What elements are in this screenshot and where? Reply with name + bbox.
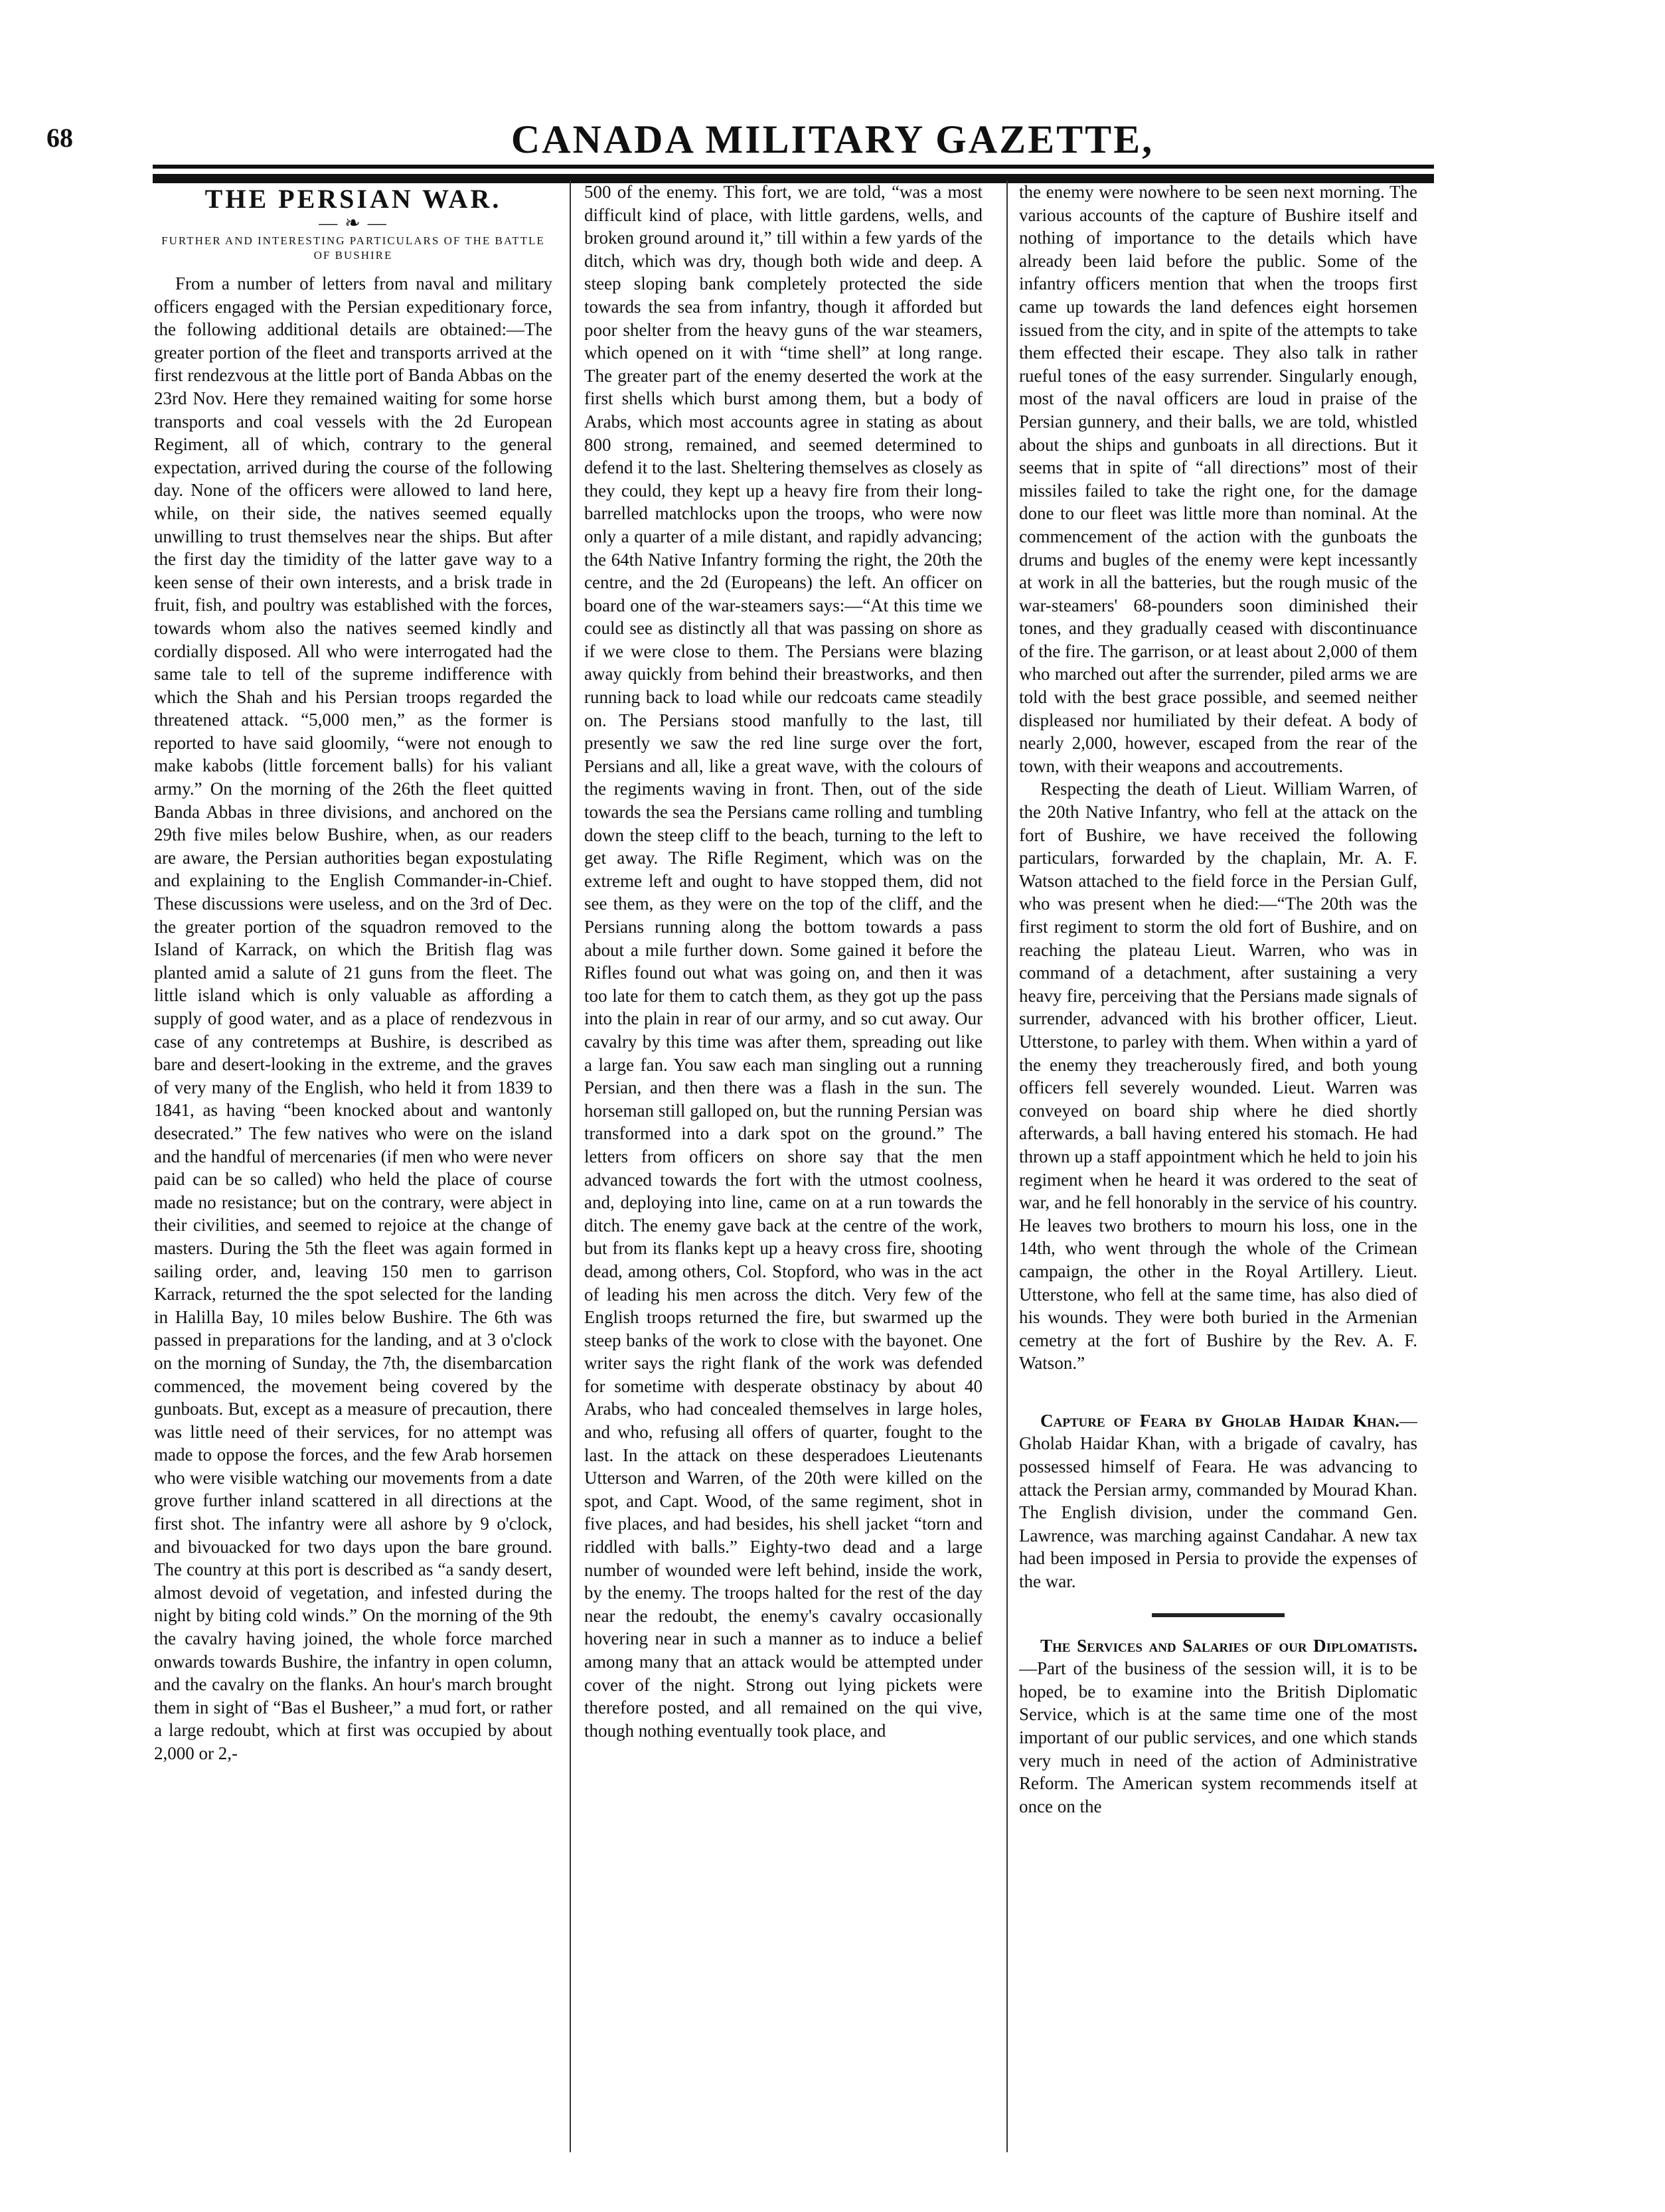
- notice-diplomatists: [1019, 1634, 1417, 1818]
- column-divider-1: [570, 181, 571, 2152]
- masthead: CANADA MILITARY GAZETTE,: [511, 118, 1154, 161]
- column-2: [584, 181, 983, 2159]
- article-title: THE PERSIAN WAR.: [204, 184, 502, 214]
- article-paragraph: From a number of letters from naval and military officers engaged with the Persian expeditionary force, the following additional details are obtained:—The greater portion of the fleet and transports arrived at the first rendezvous at the little port of Banda Abbas on the 23rd Nov. Here they remained waiting for some horse transports and coal vessels with the 2d European Regiment, all of which, contrary to the general expectation, arrived during the course of the following day. None of the officers were allowed to land here, while, on their side, the natives seemed equally unwilling to trust themselves near the ships. But after the first day the timidity of the latter gave way to a keen sense of their own interests, and a brisk trade in fruit, fish, and poultry was established with the forces, towards whom also the natives seemed kindly and cordially disposed. All who were interrogated had the same tale to tell of the supreme indifference with which the Shah and his Persian troops regarded the threatened attack. “5,000 men,” as the former is reported to have said gloomily, “were not enough to make kabobs (little forcement balls) for his valiant army.” On the morning of the 26th the fleet quitted Banda Abbas in three divisions, and anchored on the 29th five miles below Bushire, when, as our readers are aware, the Persian authorities began expostulating and explaining to the English Commander-in-Chief. These discussions were useless, and on the 3rd of Dec. the greater portion of the squadron removed to the Island of Karrack, on which the British flag was planted amid a salute of 21 guns from the fleet. The little island which is only valuable as affording a supply of good water, and as a place of rendezvous in case of any contretemps at Bushire, is described as bare and desert-looking in the extreme, and the graves of very many of the English, who held it from 1839 to 1841, as having “been knocked about and wantonly desecrated.” The few natives who were on the island and the handful of mercenaries (if men who were never paid can be so called) who held the place of course made no resistance; but on the contrary, were abject in their civilities, and seemed to rejoice at the change of masters. During the 5th the fleet was again formed in sailing order, and, leaving 150 men to garrison Karrack, returned the the spot selected for the landing in Halilla Bay, 10 miles below Bushire. The 6th was passed in preparations for the landing, and at 3 o'clock on the morning of Sunday, the 7th, the disembarcation commenced, the movement being covered by the gunboats. But, except as a measure of precaution, there was little need of their services, for no attempt was made to oppose the forces, and the few Arab horsemen who were visible watching our movements from a date grove further inland scattered in all directions at the first shot. The infantry were all ashore by 9 o'clock, and bivouacked for two days upon the bare ground. The country at this port is described as “a sandy desert, almost devoid of vegetation, and infested during the night by biting cold winds.” On the morning of the 9th the cavalry having joined, the whole force marched onwards towards Bushire, the infantry in open column, and the cavalry on the flanks. An hour's march brought them in sight of “Bas el Busheer,” a mud fort, or rather a large redoubt, which at first was occupied by about 2,000 or 2,-: [154, 274, 552, 1763]
- article-paragraph: Respecting the death of Lieut. William Warren, of the 20th Native Infantry, who fell at the attack on the fort of Bushire, we have received the following particulars, forwarded by the chaplain, Mr. A. F. Watson attached to the field force in the Persian Gulf, who was present when he died:—“The 20th was the first regiment to storm the old fort of Bushire, and on reaching the plateau Lieut. Warren, who was in command of a detachment, after sustaining a very heavy fire, perceiving that the Persians made signals of surrender, advanced with his brother officer, Lieut. Utterstone, to parley with them. When within a yard of the enemy they treacherously fired, and both young officers fell severely wounded. Lieut. Warren was conveyed on board ship where he died shortly afterwards, a ball having entered his stomach. He had thrown up a staff appointment which he held to join his regiment when he heard it was ordered to the seat of war, and he fell honorably in the service of his country. He leaves two brothers to mourn his loss, one in the 14th, who went through the whole of the Crimean campaign, the other in the Royal Artillery. Lieut. Utterstone, who fell at the same time, has also died of his wounds. They were both buried in the Armenian cemetry at the fort of Bushire by the Rev. A. F. Watson.”: [1019, 779, 1417, 1374]
- ornament: — ❧ —: [319, 213, 388, 234]
- article-paragraph: the enemy were nowhere to be seen next morning. The various accounts of the capture of Bushire itself and nothing of importance to the details which have already been laid before the public. Some of the infantry officers mention that when the troops first came up towards the land defences eight horsemen issued from the city, and in spite of the attempts to take them effected their escape. They also talk in rather rueful tones of the easy surrender. Singularly enough, most of the naval officers are loud in praise of the Persian gunnery, and their balls, we are told, whistled about the ships and gunboats in all directions. But it seems that in spite of “all directions” most of their missiles failed to take the right one, for the damage done to our fleet was little more than nominal. At the commencement of the action with the gunboats the drums and bugles of the enemy were kept incessantly at work in all the batteries, but the rough music of the war-steamers' 68-pounders soon diminished their tones, and they gradually ceased with discontinuance of the fire. The garrison, or at least about 2,000 of them who marched out after the surrender, piled arms we are told with the best grace possible, and seemed neither displeased nor humiliated by their defeat. A body of nearly 2,000, however, escaped from the rear of the town, with their weapons and accoutrements.: [1019, 182, 1417, 776]
- column-1: [154, 181, 552, 2159]
- notice-diplomatists-heading: The Services and Salaries of our Diplomatists.: [1040, 1635, 1417, 1656]
- notice-feara-body: —Gholab Haidar Khan, with a brigade of cavalry, has possessed himself of Feara. He was advancing to attack the Persian army, commanded by Mourad Khan. The English division, under the command Gen. Lawrence, was marching against Candahar. A new tax had been imposed in Persia to provide the expenses of the war.: [1019, 1410, 1417, 1592]
- page-number: 68: [46, 123, 73, 153]
- notice-diplomatists-body: —Part of the business of the session will, it is to be hoped, be to examine into the British Diplomatic Service, which is at the same time one of the most important of our public services, and one which stands very much in need of the action of Administrative Reform. The American system recommends itself at once on the: [1019, 1658, 1417, 1816]
- article-subtitle: FURTHER AND INTERESTING PARTICULARS OF THE BATTLE OF BUSHIRE: [161, 234, 545, 262]
- article-paragraph: 500 of the enemy. This fort, we are told, “was a most difficult kind of place, with little gardens, wells, and broken ground around it,” till within a few yards of the ditch, which was dry, though both wide and deep. A steep sloping bank completely protected the side towards the sea from infantry, though it afforded but poor shelter from the heavy guns of the war steamers, which opened on it with “time shell” at long range. The greater part of the enemy deserted the work at the first shells which burst among them, but a body of Arabs, which most accounts agree in stating as about 800 strong, remained, and seemed determined to defend it to the last. Sheltering themselves as closely as they could, they kept up a heavy fire from their long-barrelled matchlocks upon the troops, who were now only a quarter of a mile distant, and rapidly advancing; the 64th Native Infantry forming the right, the 20th the centre, and the 2d (Europeans) the left. An officer on board one of the war-steamers says:—“At this time we could see as distinctly all that was passing on shore as if we were close to them. The Persians were blazing away quickly from behind their breastworks, and then running back to load while our redcoats came steadily on. The Persians stood manfully to the last, till presently we saw the red line surge over the fort, Persians and all, like a great wave, with the colours of the regiments waving in front. Then, out of the side towards the sea the Persians came rolling and tumbling down the steep cliff to the beach, turning to the left to get away. The Rifle Regiment, which was on the extreme left and ought to have stopped them, did not see them, as they were on the top of the cliff, and the Persians running along the bottom towards a pass about a mile further down. Some gained it before the Rifles found out what was going on, and then it was too late for them to catch them, as they got up the pass into the plain in rear of our army, and so cut away. Our cavalry by this time was after them, spreading out like a large fan. You saw each man singling out a running Persian, and then there was a flash in the sun. The horseman still galloped on, but the running Persian was transformed into a dark spot on the ground.” The letters from officers on shore say that the men advanced towards the fort with the utmost coolness, and, deploying into line, came on at a run towards the ditch. The enemy gave back at the centre of the work, but from its flanks kept up a heavy cross fire, shooting dead, among others, Col. Stopford, who was in the act of leading his men across the ditch. Very few of the English troops returned the fire, but swarmed up the steep banks of the work to close with the bayonet. One writer says the right flank of the work was defended for sometime with desperate obstinacy by about 40 Arabs, who had concealed themselves in large holes, and who, refusing all offers of quarter, fought to the last. In the attack on these desperadoes Lieutenants Utterson and Warren, of the 20th were killed on the spot, and Capt. Wood, of the same regiment, shot in five places, and had besides, his shell jacket “torn and riddled with balls.” Eighty-two dead and a large number of wounded were left behind, inside the work, by the enemy. The troops halted for the rest of the day near the redoubt, the enemy's cavalry occasionally hovering near in such a manner as to induce a belief among many that an attack would be attempted under cover of the night. Strong out lying pickets were therefore posted, and all remained on the qui vive, though nothing eventually took place, and: [584, 182, 983, 1741]
- section-separator: [1152, 1613, 1285, 1617]
- header-rule-thin: [153, 165, 1434, 169]
- column-3: [1019, 181, 1417, 2159]
- notice-feara: [1019, 1409, 1417, 1593]
- column-divider-2: [1006, 181, 1008, 2152]
- notice-feara-heading: Capture of Feara by Gholab Haidar Khan.: [1040, 1410, 1399, 1431]
- spacer: [1019, 1375, 1417, 1409]
